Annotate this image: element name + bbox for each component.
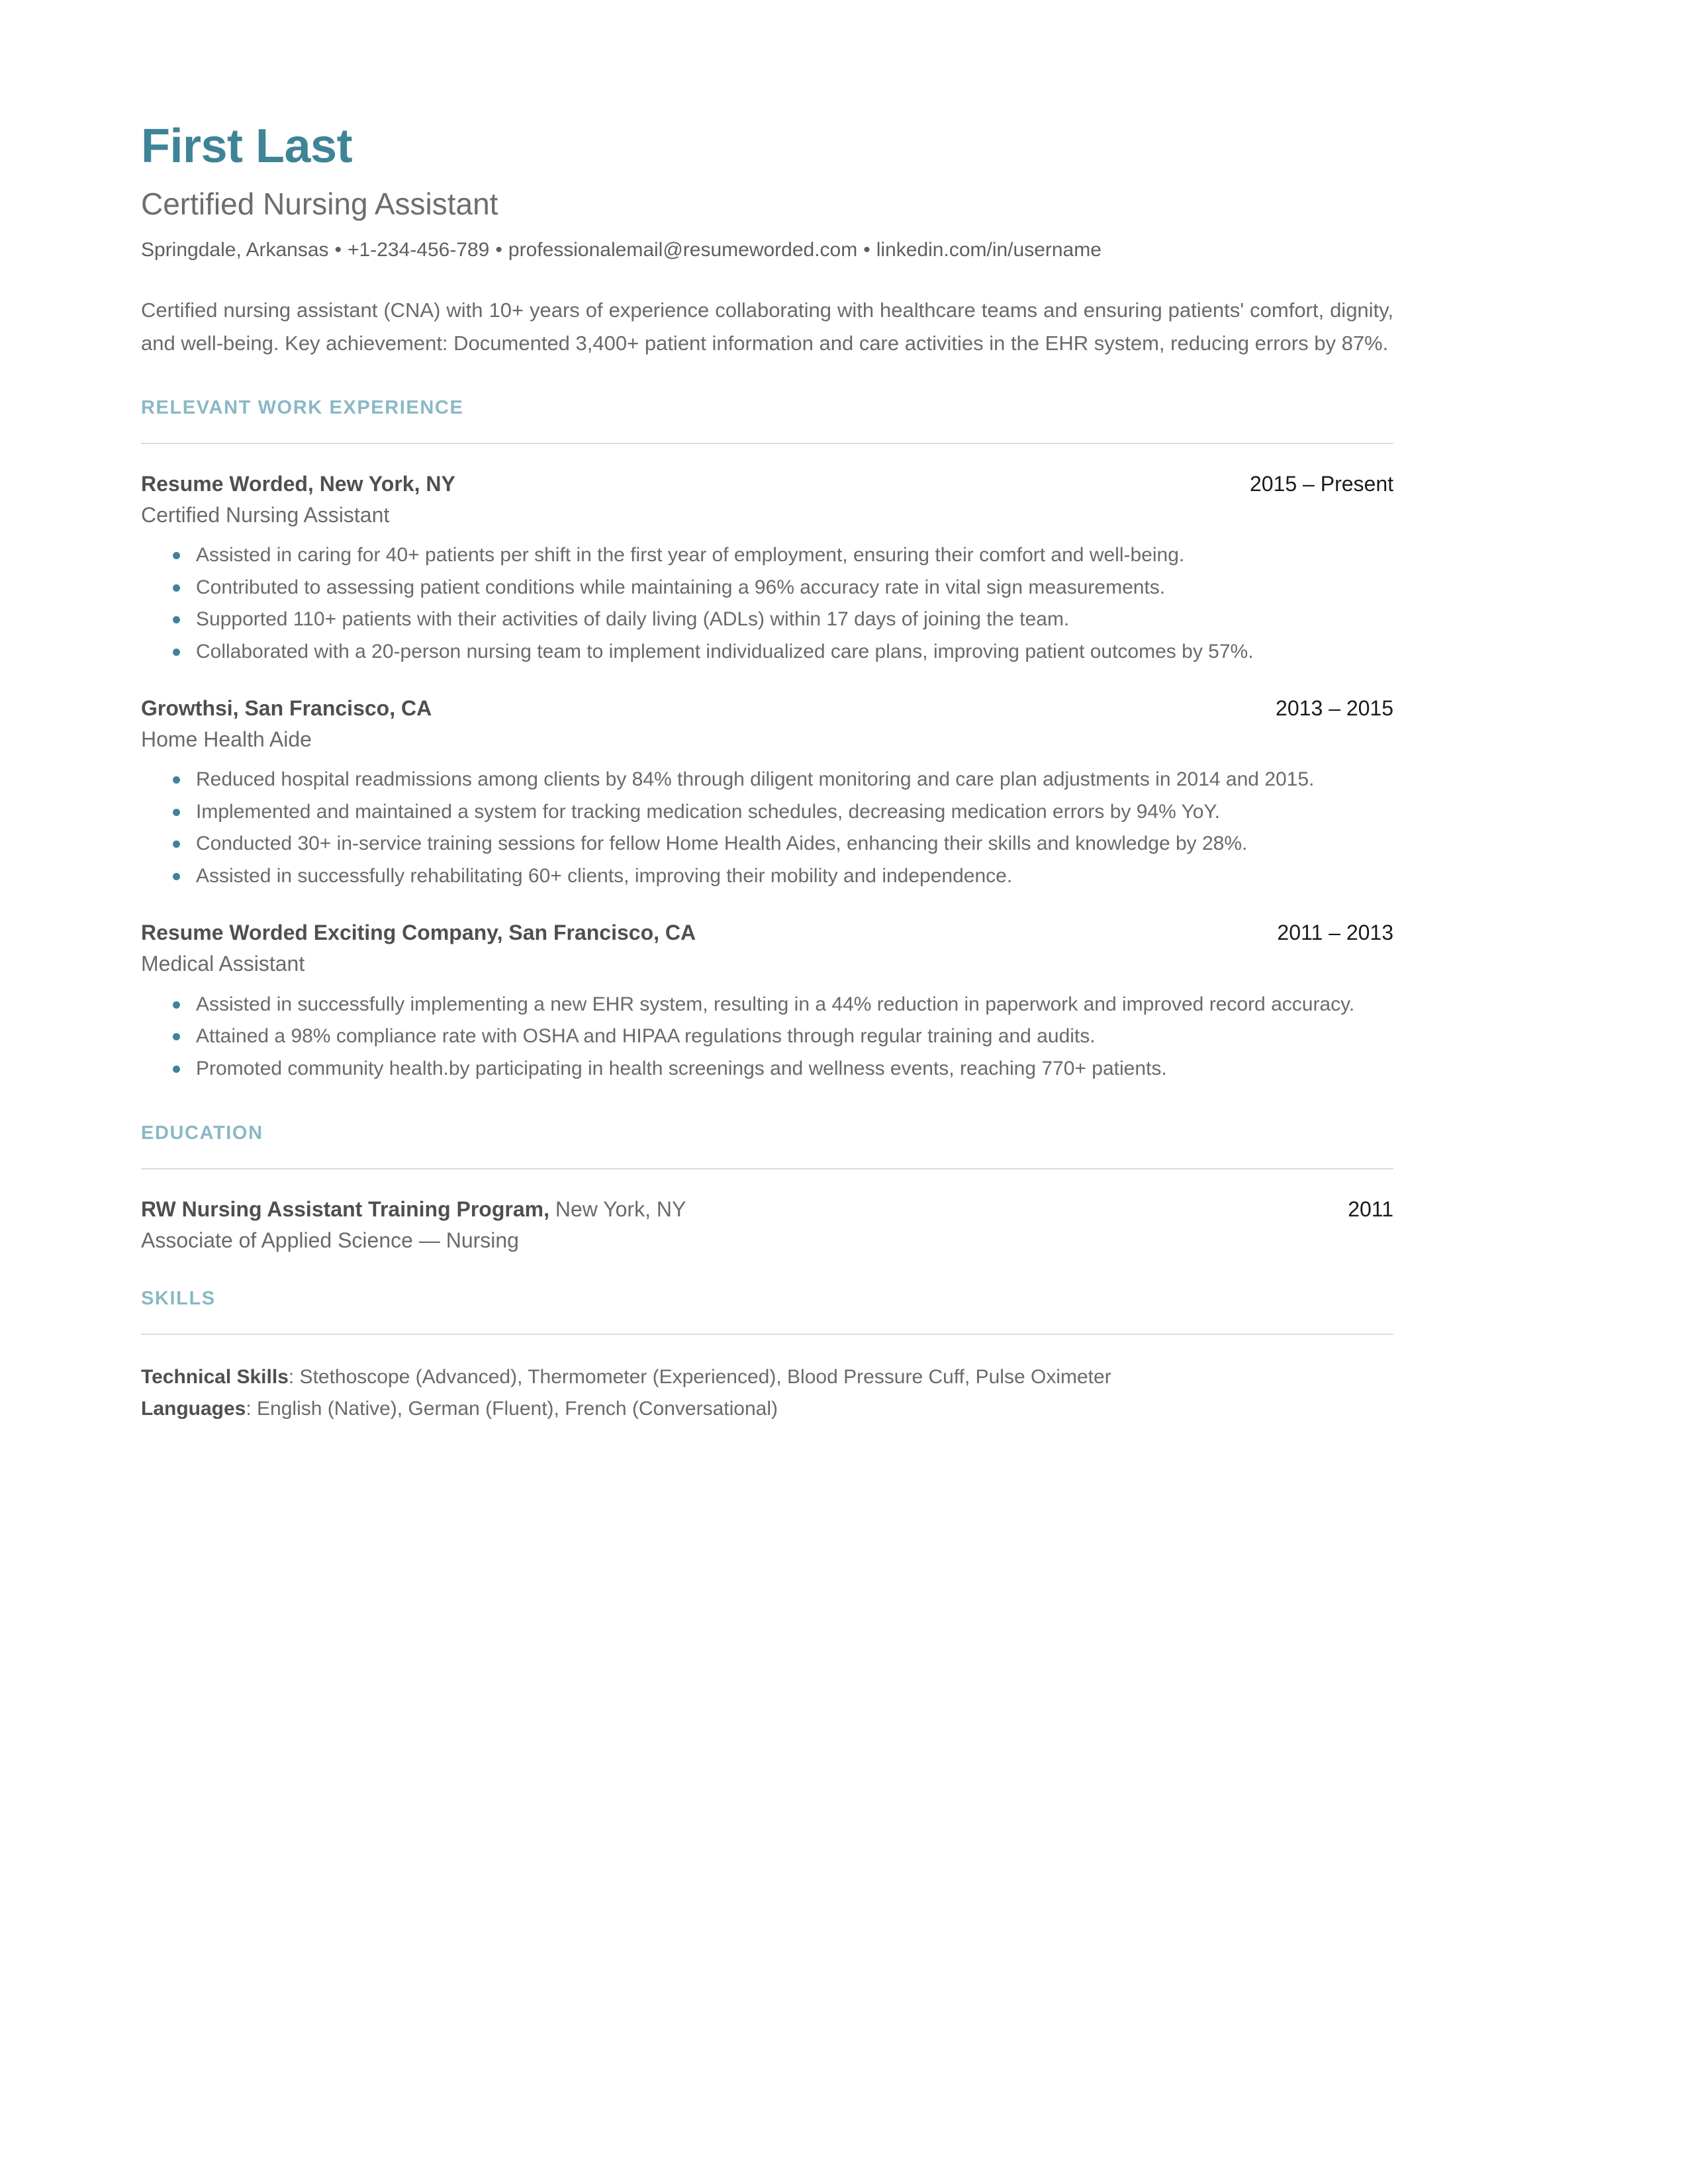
experience-entry bbox=[141, 695, 1393, 891]
skills-languages-label: Languages bbox=[141, 1398, 246, 1420]
contact-email[interactable]: professionalemail@resumeworded.com bbox=[508, 238, 858, 261]
education-dates: 2011 bbox=[1348, 1197, 1393, 1222]
contact-line bbox=[141, 238, 1393, 262]
section-divider-education bbox=[141, 1168, 1393, 1169]
section-skills bbox=[141, 1288, 1393, 1425]
resume-header bbox=[141, 122, 1393, 360]
contact-separator-2: • bbox=[495, 238, 502, 261]
experience-organization: Growthsi, San Francisco, CA bbox=[141, 696, 432, 721]
experience-role: Home Health Aide bbox=[141, 727, 312, 752]
section-title-education: EDUCATION bbox=[141, 1122, 263, 1144]
resume-content bbox=[141, 122, 1393, 1425]
experience-entry-header bbox=[141, 919, 1393, 946]
section-title-experience: RELEVANT WORK EXPERIENCE bbox=[141, 397, 464, 419]
experience-bullet: Assisted in successfully rehabilitating 60+ clients, improving their mobility and independence. bbox=[141, 861, 1393, 892]
professional-summary: Certified nursing assistant (CNA) with 10+ years of experience collaborating with healthcare teams and ensuring patients' comfort, dignity, and well-being. Key achievement: Documented 3,400+ patient information and care activities in the EHR system, reducing errors by 87%. bbox=[141, 298, 1393, 355]
section-experience bbox=[141, 397, 1393, 1084]
experience-bullet-list bbox=[141, 540, 1393, 667]
experience-bullet-list bbox=[141, 764, 1393, 891]
experience-entry bbox=[141, 919, 1393, 1084]
experience-bullet: Reduced hospital readmissions among clients by 84% through diligent monitoring and care plan adjustments in 2014 and 2015. bbox=[141, 764, 1393, 796]
section-divider-experience bbox=[141, 443, 1393, 444]
contact-separator-1: • bbox=[334, 238, 342, 261]
skills-languages-line bbox=[141, 1393, 1393, 1425]
section-divider-skills bbox=[141, 1334, 1393, 1335]
experience-dates: 2015 – Present bbox=[1249, 472, 1393, 496]
candidate-name: First Last bbox=[141, 120, 353, 173]
education-degree: Associate of Applied Science — Nursing bbox=[141, 1228, 519, 1253]
candidate-headline: Certified Nursing Assistant bbox=[141, 187, 498, 221]
contact-location: Springdale, Arkansas bbox=[141, 238, 329, 261]
contact-linkedin[interactable]: linkedin.com/in/username bbox=[876, 238, 1102, 261]
experience-entry bbox=[141, 471, 1393, 667]
spacer-before-education bbox=[141, 1085, 1393, 1122]
experience-entry-header bbox=[141, 471, 1393, 497]
skills-technical-line bbox=[141, 1361, 1393, 1393]
contact-phone[interactable]: +1-234-456-789 bbox=[348, 238, 490, 261]
experience-bullet: Promoted community health.by participating in health screenings and wellness events, reaching 770+ patients. bbox=[141, 1054, 1393, 1085]
experience-role: Certified Nursing Assistant bbox=[141, 503, 390, 527]
section-education bbox=[141, 1122, 1393, 1255]
experience-bullet: Implemented and maintained a system for tracking medication schedules, decreasing medication errors by 94% YoY. bbox=[141, 797, 1393, 828]
experience-bullet: Contributed to assessing patient conditions while maintaining a 96% accuracy rate in vital sign measurements. bbox=[141, 572, 1393, 604]
experience-dates: 2013 – 2015 bbox=[1276, 696, 1393, 721]
contact-separator-3: • bbox=[863, 238, 870, 261]
experience-bullet: Attained a 98% compliance rate with OSHA and HIPAA regulations through regular training and audits. bbox=[141, 1021, 1393, 1052]
education-entry-header bbox=[141, 1196, 1393, 1222]
experience-bullet: Supported 110+ patients with their activities of daily living (ADLs) within 17 days of joining the team. bbox=[141, 604, 1393, 635]
experience-entry-header bbox=[141, 695, 1393, 721]
experience-bullet-list bbox=[141, 989, 1393, 1085]
experience-dates: 2011 – 2013 bbox=[1277, 921, 1393, 945]
skills-technical-value: : Stethoscope (Advanced), Thermometer (Experienced), Blood Pressure Cuff, Pulse Oximeter bbox=[288, 1366, 1111, 1388]
skills-languages-value: : English (Native), German (Fluent), French (Conversational) bbox=[246, 1398, 778, 1420]
section-title-skills: SKILLS bbox=[141, 1288, 216, 1310]
experience-bullet: Assisted in successfully implementing a new EHR system, resulting in a 44% reduction in paperwork and improved record accuracy. bbox=[141, 989, 1393, 1021]
experience-bullet: Conducted 30+ in-service training sessions for fellow Home Health Aides, enhancing their skills and knowledge by 28%. bbox=[141, 829, 1393, 860]
education-institution: RW Nursing Assistant Training Program, bbox=[141, 1197, 549, 1222]
experience-organization: Resume Worded Exciting Company, San Francisco, CA bbox=[141, 921, 696, 945]
education-location: New York, NY bbox=[549, 1197, 686, 1222]
experience-bullet: Assisted in caring for 40+ patients per shift in the first year of employment, ensuring their comfort and well-being. bbox=[141, 540, 1393, 571]
experience-role: Medical Assistant bbox=[141, 952, 305, 976]
experience-bullet: Collaborated with a 20-person nursing team to implement individualized care plans, improving patient outcomes by 57%. bbox=[141, 637, 1393, 668]
skills-technical-label: Technical Skills bbox=[141, 1366, 289, 1388]
experience-organization: Resume Worded, New York, NY bbox=[141, 472, 455, 496]
spacer-before-skills bbox=[141, 1255, 1393, 1288]
education-institution-line bbox=[141, 1196, 686, 1222]
education-entry bbox=[141, 1196, 1393, 1255]
